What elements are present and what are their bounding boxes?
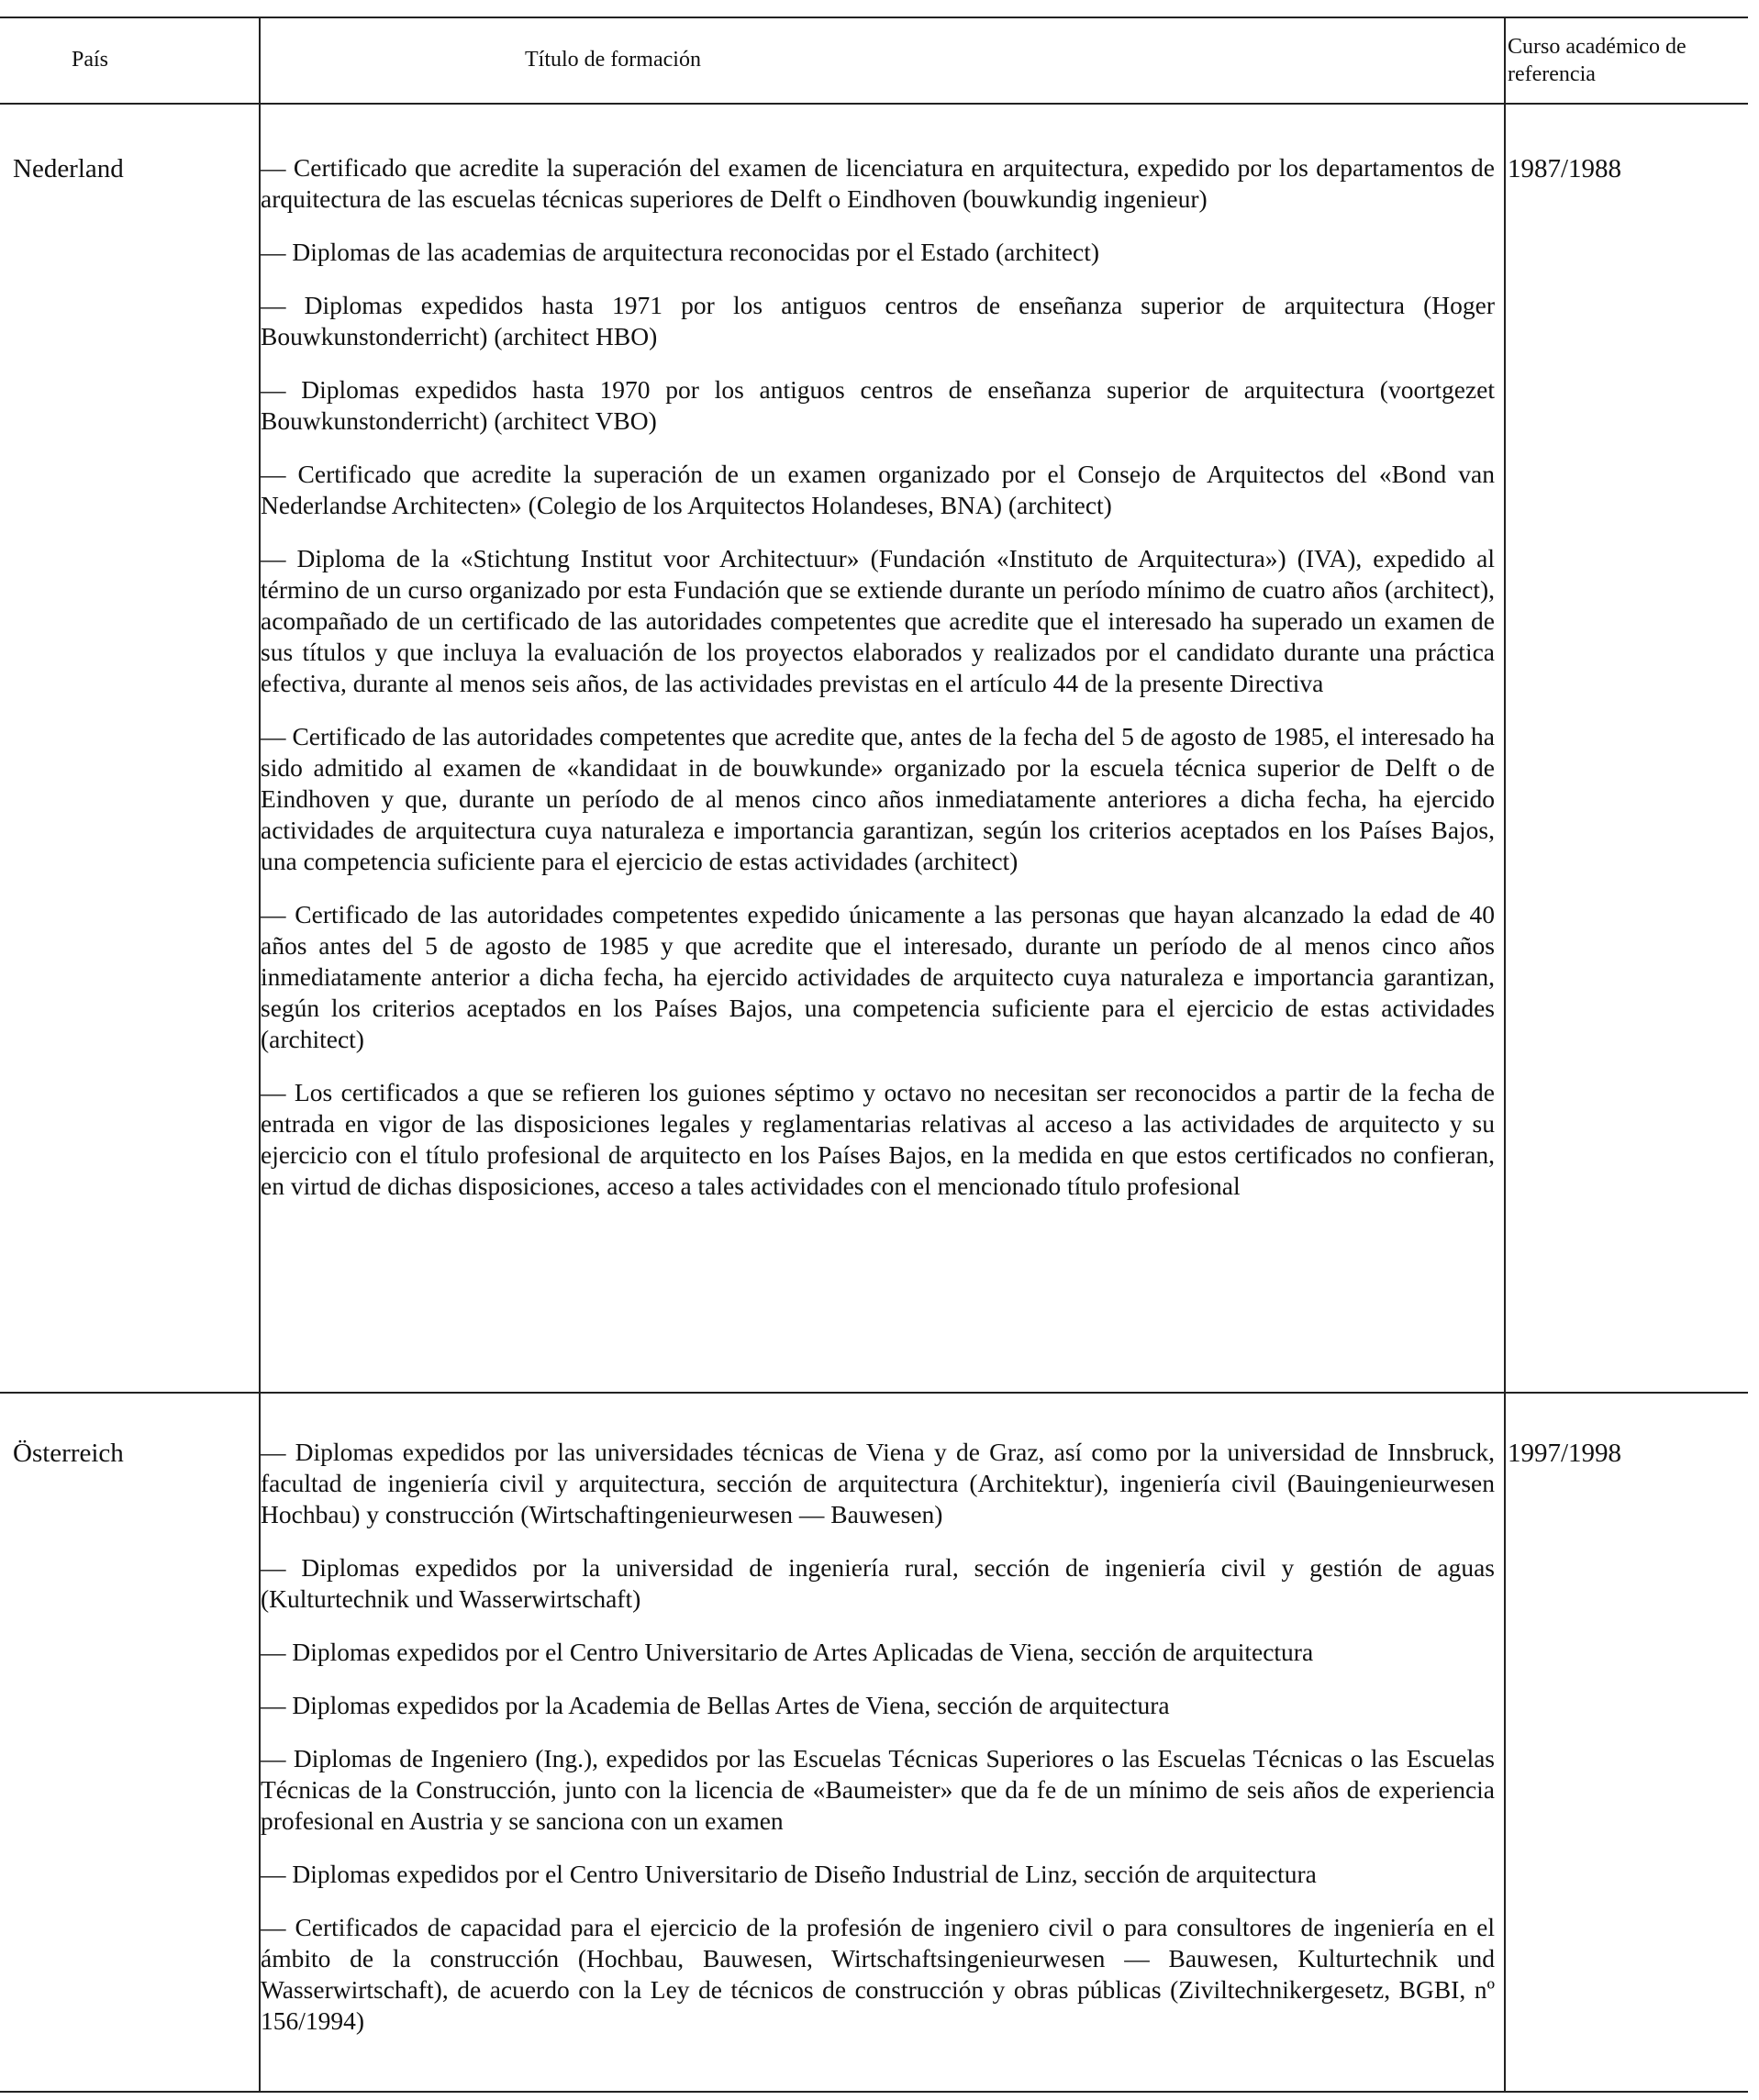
list-item: — Diplomas de Ingeniero (Ing.), expedidos por las Escuelas Técnicas Superiores o las Escuelas Técnicas o las Escuelas Técnicas de la Construcción, junto con la licencia de «Baumeister» que da fe de un mínimo de seis años de experiencia profesional en Austria y se sanciona con un examen <box>261 1744 1495 1835</box>
list-item: — Certificado de las autoridades competentes expedido únicamente a las personas que hayan alcanzado la edad de 40 años antes del 5 de agosto de 1985 y que acredite que el interesado, durante un período de al menos cinco años inmediatamente anterior a dicha fecha, ha ejercido actividades de arquitecto cuya naturaleza e importancia garantizan, según los criterios aceptados en los Países Bajos, una competencia suficiente para el ejercicio de estas actividades (architect) <box>261 900 1495 1053</box>
items-nederland <box>261 152 1495 1224</box>
list-item: — Diploma de la «Stichtung Institut voor Architectuur» (Fundación «Instituto de Arquitectura») (IVA), expedido al término de un curso organizado por esta Fundación que se extiende durante un período mínimo de cuatro años (architect), acompañado de un certificado de las autoridades competentes que acredite que el interesado ha superado un examen de sus títulos y que incluya la evaluación de los proyectos elaborados y realizados por el candidato durante una práctica efectiva, durante al menos seis años, de las actividades previstas en el artículo 44 de la presente Directiva <box>261 544 1495 697</box>
header-titulo: Título de formación <box>525 48 701 72</box>
list-item: — Diplomas de las academias de arquitectura reconocidas por el Estado (architect) <box>261 238 1099 266</box>
list-item: — Certificado de las autoridades competentes que acredite que, antes de la fecha del 5 de agosto de 1985, el interesado ha sido admitido al examen de «kandidaat in de bouwkunde» organizado por la escuela técnica superior de Delft o de Eindhoven y que, durante un período de al menos cinco años inmediatamente anteriores a dicha fecha, ha ejercido actividades de arquitectura cuya naturaleza e importancia garantizan, según los criterios aceptados en los Países Bajos, una competencia suficiente para el ejercicio de estas actividades (architect) <box>261 722 1495 875</box>
header-pais: País <box>72 48 109 72</box>
header-curso: Curso académico de referencia <box>1508 35 1687 86</box>
list-item: — Certificado que acredite la superación de un examen organizado por el Consejo de Arquitectos del «Bond van Nederlandse Architecten» (Colegio de los Arquitectos Holandeses, BNA) (architect) <box>261 460 1495 519</box>
list-item: — Diplomas expedidos hasta 1971 por los antiguos centros de enseñanza superior de arquitectura (Hoger Bouwkunstonderricht) (architect HBO) <box>261 291 1495 350</box>
year-osterreich: 1997/1998 <box>1508 1439 1622 1468</box>
row-separator-rule <box>0 1392 1748 1394</box>
list-item: — Los certificados a que se refieren los guiones séptimo y octavo no necesitan ser reconocidos a partir de la fecha de entrada en vigor de las disposiciones legales y reglamentarias relativas al acceso a las actividades de arquitecto y su ejercicio con el título profesional de arquitecto en los Países Bajos, en la medida en que estos certificados no confieran, en virtud de dichas disposiciones, acceso a tales actividades con el mencionado título profesional <box>261 1078 1495 1200</box>
list-item: — Diplomas expedidos por la Academia de Bellas Artes de Viena, sección de arquitectura <box>261 1691 1170 1719</box>
list-item: — Diplomas expedidos por las universidades técnicas de Viena y de Graz, así como por la universidad de Innsbruck, facultad de ingeniería civil y arquitectura, sección de arquitectura (Architektur), ingeniería civil (Bauingenieurwesen Hochbau) y construcción (Wirtschaftingenieurwesen — Bauwesen) <box>261 1438 1495 1528</box>
column-divider-right <box>1504 17 1506 2091</box>
list-item: — Certificado que acredite la superación del examen de licenciatura en arquitectura, expedido por los departamentos de arquitectura de las escuelas técnicas superiores de Delft o Eindhoven (bouwkundig ingenieur) <box>261 153 1495 213</box>
year-nederland: 1987/1988 <box>1508 154 1622 183</box>
country-osterreich: Österreich <box>13 1439 124 1468</box>
list-item: — Certificados de capacidad para el ejercicio de la profesión de ingeniero civil o para consultores de ingeniería en el ámbito de la construcción (Hochbau, Bauwesen, Wirtschaftsingenieurwesen — Bauwesen, Kulturtechnik und Wasserwirtschaft), de acuerdo con la Ley de técnicos de construcción y obras públicas (Ziviltechnikergesetz, BGBI, nº 156/1994) <box>261 1913 1495 2035</box>
items-osterreich <box>261 1437 1495 2059</box>
table-top-rule <box>0 17 1748 18</box>
list-item: — Diplomas expedidos por el Centro Universitario de Diseño Industrial de Linz, sección de arquitectura <box>261 1860 1317 1888</box>
list-item: — Diplomas expedidos por el Centro Universitario de Artes Aplicadas de Viena, sección de arquitectura <box>261 1638 1314 1666</box>
country-nederland: Nederland <box>13 154 124 183</box>
table-bottom-rule <box>0 2091 1748 2093</box>
list-item: — Diplomas expedidos por la universidad de ingeniería rural, sección de ingeniería civil y gestión de aguas (Kulturtechnik und Wasserwirtschaft) <box>261 1553 1495 1613</box>
list-item: — Diplomas expedidos hasta 1970 por los antiguos centros de enseñanza superior de arquitectura (voortgezet Bouwkunstonderricht) (architect VBO) <box>261 375 1495 435</box>
header-bottom-rule <box>0 103 1748 105</box>
